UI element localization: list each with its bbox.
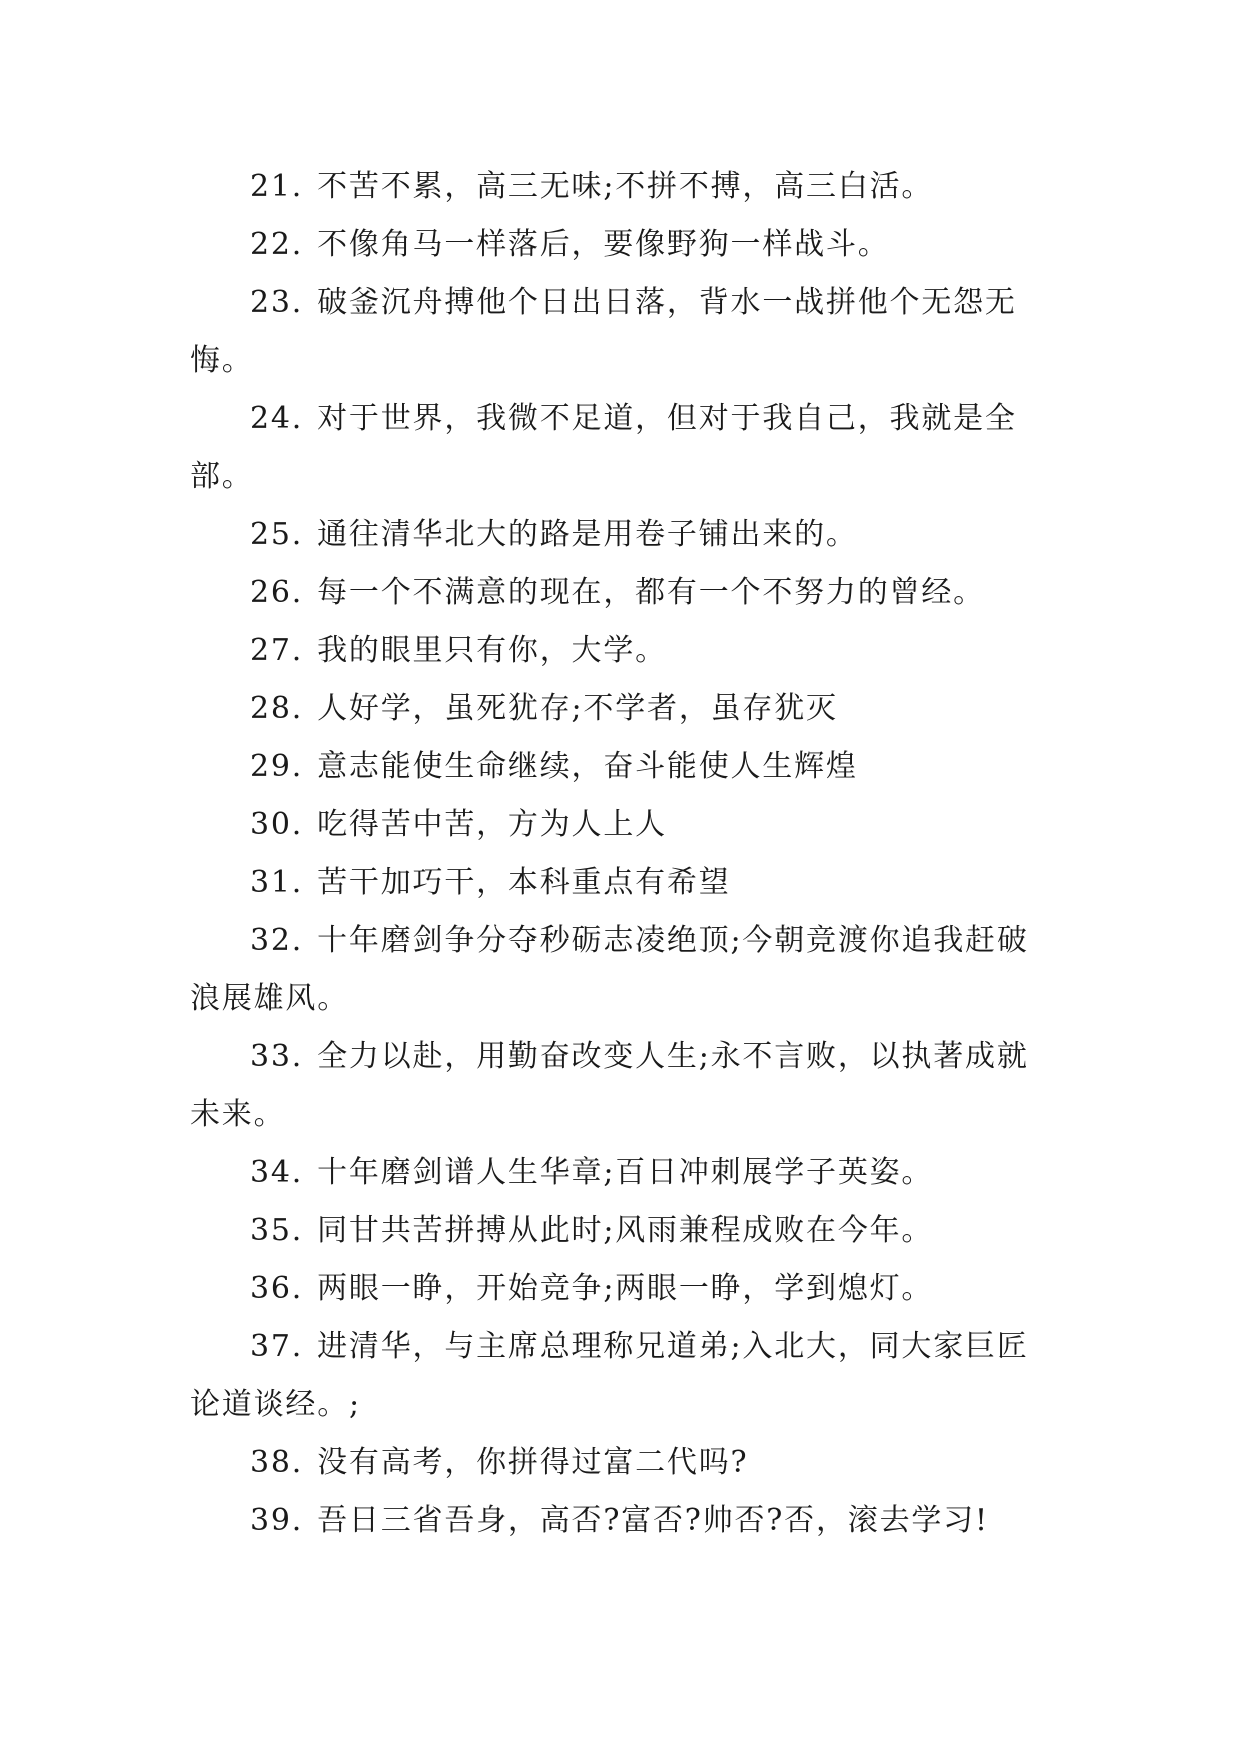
item-text: 全力以赴，用勤奋改变人生;永不言败，以执著成就未来。 xyxy=(190,1039,1029,1132)
list-item xyxy=(190,680,1050,738)
list-item xyxy=(190,796,1050,854)
item-number: 30. xyxy=(250,807,304,842)
list-item xyxy=(190,1434,1050,1492)
list-item xyxy=(190,1492,1050,1550)
item-number: 27. xyxy=(250,633,304,668)
item-number: 28. xyxy=(250,691,304,726)
item-number: 21. xyxy=(250,169,304,204)
list-item xyxy=(190,1202,1050,1260)
list-item xyxy=(190,506,1050,564)
list-item xyxy=(190,738,1050,796)
list-item xyxy=(190,274,1050,390)
item-text: 没有高考，你拼得过富二代吗? xyxy=(317,1445,749,1480)
list-item xyxy=(190,622,1050,680)
item-number: 36. xyxy=(250,1271,304,1306)
item-text: 苦干加巧干，本科重点有希望 xyxy=(317,865,731,900)
list-item xyxy=(190,1318,1050,1434)
list-item xyxy=(190,912,1050,1028)
list-item xyxy=(190,216,1050,274)
item-text: 进清华，与主席总理称兄道弟;入北大，同大家巨匠论道谈经。; xyxy=(190,1329,1029,1422)
item-number: 29. xyxy=(250,749,304,784)
item-text: 我的眼里只有你，大学。 xyxy=(317,633,667,668)
item-number: 31. xyxy=(250,865,304,900)
item-text: 十年磨剑谱人生华章;百日冲刺展学子英姿。 xyxy=(317,1155,934,1190)
item-number: 33. xyxy=(250,1039,304,1074)
item-text: 对于世界，我微不足道，但对于我自己，我就是全部。 xyxy=(190,401,1017,494)
list-item xyxy=(190,1144,1050,1202)
item-number: 25. xyxy=(250,517,304,552)
item-number: 32. xyxy=(250,923,304,958)
list-item xyxy=(190,1028,1050,1144)
item-text: 不像角马一样落后，要像野狗一样战斗。 xyxy=(317,227,890,262)
list-item xyxy=(190,564,1050,622)
item-text: 吃得苦中苦，方为人上人 xyxy=(317,807,667,842)
item-number: 23. xyxy=(250,285,304,320)
item-number: 39. xyxy=(250,1503,304,1538)
item-text: 通往清华北大的路是用卷子铺出来的。 xyxy=(317,517,858,552)
item-number: 38. xyxy=(250,1445,304,1480)
item-text: 不苦不累，高三无味;不拼不搏，高三白活。 xyxy=(317,169,934,204)
item-number: 22. xyxy=(250,227,304,262)
item-text: 人好学，虽死犹存;不学者，虽存犹灭 xyxy=(317,691,838,726)
item-text: 两眼一睁，开始竞争;两眼一睁，学到熄灯。 xyxy=(317,1271,934,1306)
item-number: 34. xyxy=(250,1155,304,1190)
item-text: 十年磨剑争分夺秒砺志凌绝顶;今朝竞渡你追我赶破浪展雄风。 xyxy=(190,923,1029,1016)
list-item xyxy=(190,390,1050,506)
item-text: 同甘共苦拼搏从此时;风雨兼程成败在今年。 xyxy=(317,1213,934,1248)
list-item xyxy=(190,1260,1050,1318)
quote-list xyxy=(190,158,1050,1550)
item-text: 破釜沉舟搏他个日出日落，背水一战拼他个无怨无悔。 xyxy=(190,285,1017,378)
item-text: 意志能使生命继续，奋斗能使人生辉煌 xyxy=(317,749,858,784)
item-text: 吾日三省吾身，高否?富否?帅否?否，滚去学习! xyxy=(317,1503,989,1538)
item-number: 37. xyxy=(250,1329,304,1364)
item-number: 35. xyxy=(250,1213,304,1248)
list-item xyxy=(190,854,1050,912)
item-text: 每一个不满意的现在，都有一个不努力的曾经。 xyxy=(317,575,985,610)
list-item xyxy=(190,158,1050,216)
item-number: 24. xyxy=(250,401,304,436)
item-number: 26. xyxy=(250,575,304,610)
